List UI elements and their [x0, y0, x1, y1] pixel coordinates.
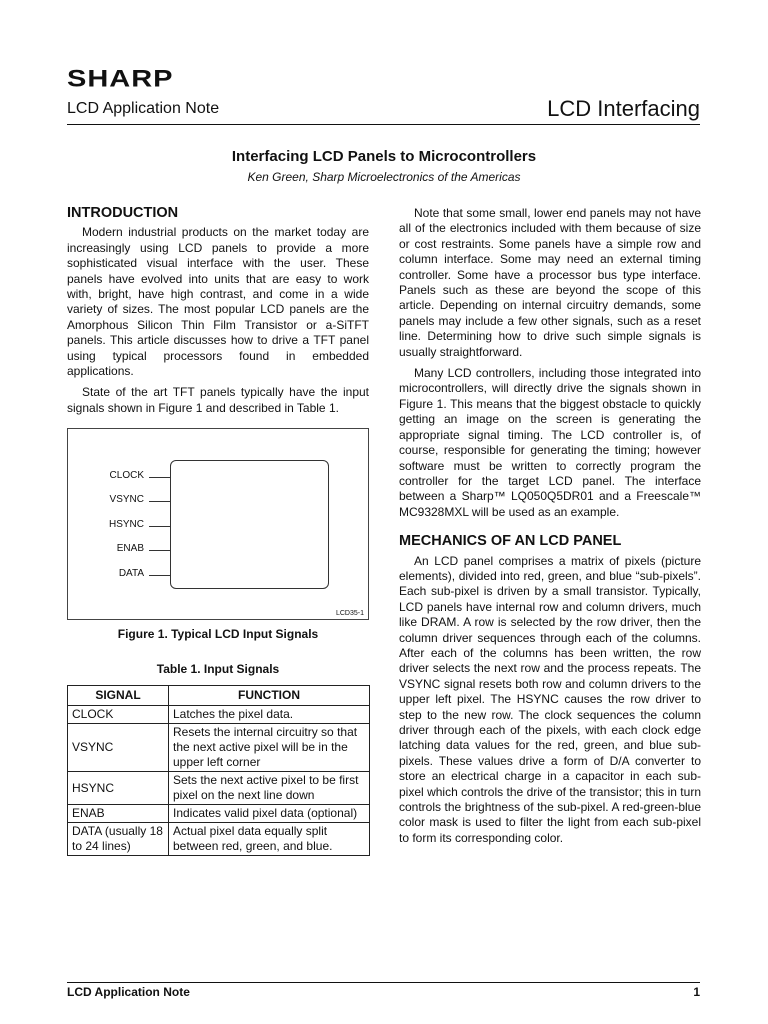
table-row — [68, 805, 370, 823]
signal-label-clock: CLOCK — [109, 470, 144, 481]
left-column — [67, 206, 369, 422]
table-cell-signal: DATA (usually 18 to 24 lines) — [68, 823, 169, 856]
header-divider — [67, 124, 700, 125]
right-paragraph-1: Note that some small, lower end panels may not have all of the electronics included with them because of size or cost restraints. Some panels have a simple row and column interface. Some may need an external timing controller. Some have a processor bus type interface. Panels such as these are beyond the scope of this article. Depending on internal circuitry demands, some panels may include a few other signals, such as a reset line. Determining how to drive such simple signals is usually straightforward. — [399, 206, 701, 359]
introduction-heading: INTRODUCTION — [67, 205, 179, 221]
signal-line-clock — [149, 477, 170, 478]
table-row — [68, 772, 370, 805]
table-cell-function: Latches the pixel data. — [169, 706, 370, 724]
table-row — [68, 823, 370, 856]
signal-line-enab — [149, 550, 170, 551]
signal-line-data — [149, 575, 170, 576]
figure-1-caption: Figure 1. Typical LCD Input Signals — [117, 627, 319, 641]
signal-label-enab: ENAB — [116, 543, 144, 554]
table-cell-function: Indicates valid pixel data (optional) — [169, 805, 370, 823]
footer-divider — [67, 982, 700, 983]
sharp-logo: SHARP — [67, 66, 174, 93]
lcd-panel-box — [170, 460, 329, 589]
table-cell-signal: CLOCK — [68, 706, 169, 724]
table-cell-signal: VSYNC — [68, 724, 169, 772]
table-cell-function: Sets the next active pixel to be first pixel on the next line down — [169, 772, 370, 805]
intro-paragraph-1: Modern industrial products on the market today are increasingly using LCD panels to provide a more sophisticated visual interface with the user. These panels have evolved into units that are easy to work with, bright, have high contrast, and come in a wide variety of sizes. The most popular LCD panels are the Amorphous Silicon Thin Film Transistor or a-SiTFT panels. This article discusses how to drive a TFT panel using typical processors found in embedded applications. — [67, 225, 369, 379]
table-cell-signal: HSYNC — [68, 772, 169, 805]
intro-paragraph-2: State of the art TFT panels typically have the input signals shown in Figure 1 and described in Table 1. — [67, 385, 369, 415]
signal-line-hsync — [149, 526, 170, 527]
signal-line-vsync — [149, 501, 170, 502]
signal-label-data: DATA — [118, 568, 144, 579]
document-type: LCD Application Note — [67, 100, 220, 117]
right-paragraph-2: Many LCD controllers, including those integrated into microcontrollers, will directly drive the signals shown in Figure 1. This means that the biggest obstacle to quickly getting an image on the screen is generating the appropriate signal timing. The LCD controller is, of course, responsible for generating the timing; however software must be written to correctly program the controller for the target LCD panel. The interface between a Sharp™ LQ050Q5DR01 and a Freescale™ MC9328MXL will be used as an example. — [399, 366, 701, 519]
footer-doc-type: LCD Application Note — [67, 985, 190, 999]
signal-label-vsync: VSYNC — [109, 494, 144, 505]
table-1-caption: Table 1. Input Signals — [156, 662, 280, 676]
figure-1-diagram — [67, 428, 369, 620]
table-cell-function: Resets the internal circuitry so that the next active pixel will be in the upper left corner — [169, 724, 370, 772]
signal-label-hsync: HSYNC — [108, 519, 144, 530]
right-column — [399, 206, 701, 852]
input-signals-table — [67, 685, 370, 856]
table-cell-function: Actual pixel data equally split between red, green, and blue. — [169, 823, 370, 856]
table-row — [68, 724, 370, 772]
figure-code: LCD35-1 — [335, 610, 364, 617]
document-title: LCD Interfacing — [547, 96, 700, 121]
mechanics-heading: MECHANICS OF AN LCD PANEL — [399, 533, 622, 550]
table-header-signal: SIGNAL — [68, 686, 169, 706]
mechanics-paragraph-1: An LCD panel comprises a matrix of pixels (picture elements), divided into red, green, and blue “sub-pixels”. Each sub-pixel is driven by a small transistor. Typically, LCD panels have internal row and column drivers, much like DRAM. A row is selected by the row driver, then the column driver sequences through each of the columns. After each of the columns has been written, the row driver selects the next row and the process repeats. The VSYNC signal resets both row and column drivers to the upper left pixel. The HSYNC causes the row driver to step to the new row. The clock sequences the column driver through each of the pixels, with each clock edge latching data values for the red, green, and blue sub-pixels. These values drive a form of D/A converter to store an electrical charge in a capacitor in each sub-pixel which controls the drive of the transistor; this in turn controls the brightness of the sub-pixel. A red-green-blue color mask is used to filter the light from each sub-pixel to form its corresponding color. — [399, 553, 701, 845]
table-header-function: FUNCTION — [169, 686, 370, 706]
article-title: Interfacing LCD Panels to Microcontrollers — [231, 148, 537, 165]
table-header-row — [68, 686, 370, 706]
table-row — [68, 706, 370, 724]
page-number: 1 — [693, 985, 700, 999]
article-author: Ken Green, Sharp Microelectronics of the Americas — [247, 170, 521, 184]
table-cell-signal: ENAB — [68, 805, 169, 823]
